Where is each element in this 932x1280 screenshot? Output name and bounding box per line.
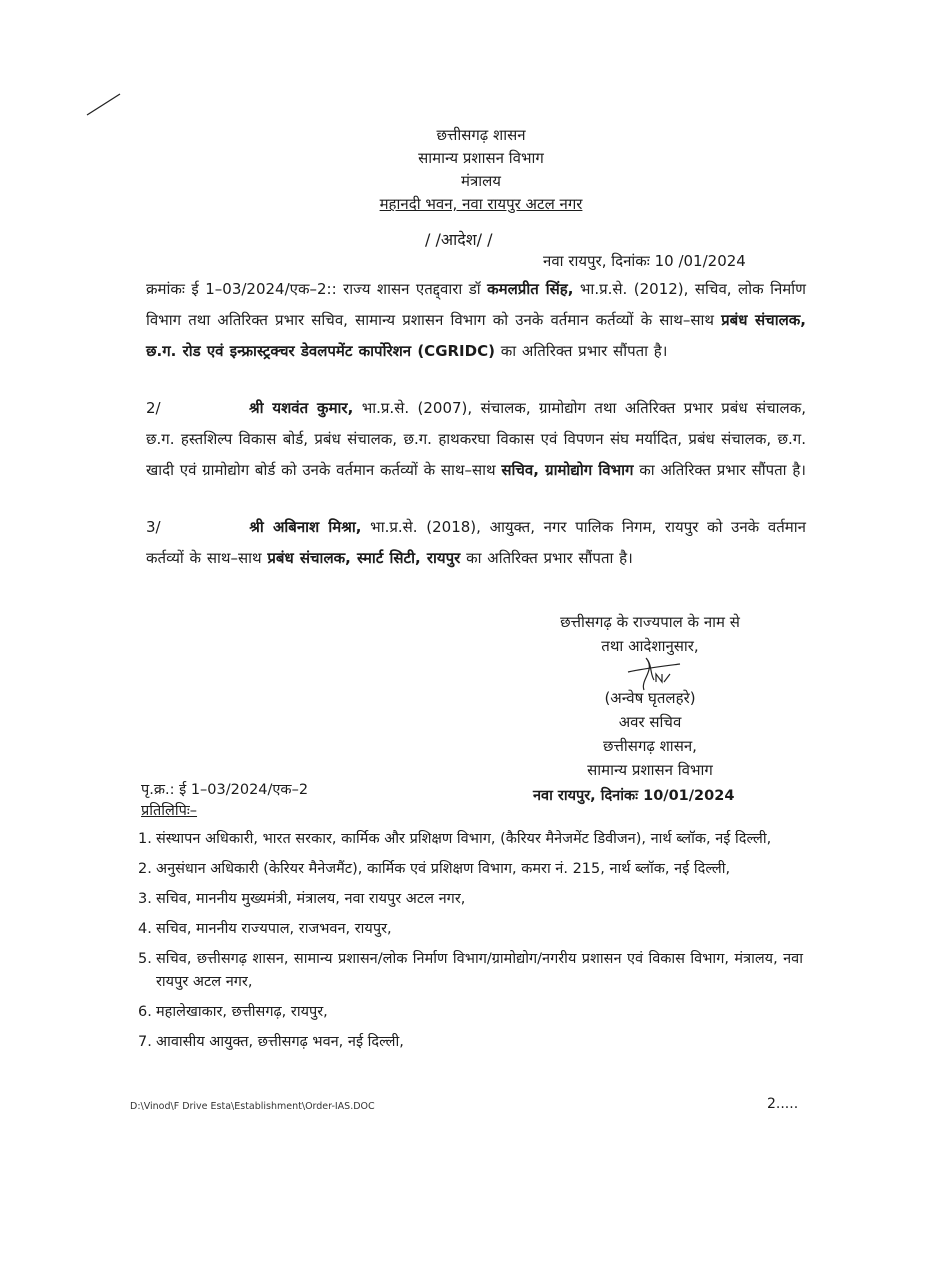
pen-mark-icon [84, 90, 124, 120]
p2-suffix: का अतिरिक्त प्रभार सौंपता है। [639, 461, 806, 479]
p2-post: सचिव, ग्रामोद्योग विभाग [501, 461, 634, 479]
signatory-org-2: सामान्य प्रशासन विभाग [587, 761, 713, 779]
p3-middle: भा.प्र.से. (2018), आयुक्त, नगर पालिक निगम, रायपुर को उनके वर्तमान कर्तव्यों के साथ–साथ [146, 518, 806, 567]
p3-name: श्री अबिनाश मिश्रा, [249, 518, 362, 536]
list-item: 2. अनुसंधान अधिकारी (केरियर मैनेजमैंट), कार्मिक एवं प्रशिक्षण विभाग, कमरा नं. 215, नार्थ ब्लॉक, नई दिल्ली, [138, 861, 731, 877]
p3-post: प्रबंध संचालक, स्मार्ट सिटी, रायपुर [267, 549, 461, 567]
p1-post: प्रबंध संचालक, छ.ग. रोड एवं इन्फ्रास्ट्रक्चर डेवलपमेंट कार्पोरेशन (CGRIDC) [146, 311, 806, 360]
signatory-name: (अन्वेष घृतलहरे) [604, 689, 696, 707]
copy-to-list [138, 828, 803, 1061]
p1-name: कमलप्रीत सिंह, [487, 280, 574, 298]
signature-authority: छत्तीसगढ़ के राज्यपाल के नाम से [560, 613, 740, 631]
list-item: 7. आवासीय आयुक्त, छत्तीसगढ़ भवन, नई दिल्ली, [138, 1034, 404, 1050]
p2-number: 2/ [146, 399, 161, 417]
header-govt: छत्तीसगढ़ शासन [436, 126, 526, 144]
page-number: 2..... [767, 1096, 799, 1112]
p1-prefix: क्रमांकः ई 1–03/2024/एक–2:: राज्य शासन एतद्द्वारा डॉ [146, 280, 481, 298]
endorsement-ref: पृ.क्र.: ई 1–03/2024/एक–2 [141, 782, 309, 798]
order-paragraph-1 [146, 274, 806, 367]
list-item: 1. संस्थापन अधिकारी, भारत सरकार, कार्मिक और प्रशिक्षण विभाग, (कैरियर मैनेजमेंट डिवीजन), नार्थ ब्लॉक, नई दिल्ली, [138, 831, 772, 847]
list-item: 5. सचिव, छत्तीसगढ़ शासन, सामान्य प्रशासन/लोक निर्माण विभाग/ग्रामोद्योग/नगरीय प्रशासन एवं विकास विभाग, मंत्रालय, नवा रायपुर अटल नगर, [138, 951, 803, 990]
order-paragraph-2 [146, 393, 806, 486]
header-ministry: मंत्रालय [460, 172, 501, 190]
footer-file-path: D:\Vinod\F Drive Esta\Establishment\Order-IAS.DOC [130, 1101, 375, 1112]
order-title: / /आदेश/ / [425, 230, 493, 249]
list-item: 6. महालेखाकार, छत्तीसगढ़, रायपुर, [138, 1004, 328, 1020]
list-item: 3. सचिव, माननीय मुख्यमंत्री, मंत्रालय, नवा रायपुर अटल नगर, [138, 891, 466, 907]
signatory-org-1: छत्तीसगढ़ शासन, [603, 737, 697, 755]
order-paragraph-3 [146, 512, 806, 574]
p2-middle: भा.प्र.से. (2007), संचालक, ग्रामोद्योग तथा अतिरिक्त प्रभार प्रबंध संचालक, छ.ग. हस्तशिल्प विकास बोर्ड, प्रबंध संचालक, छ.ग. हाथकरघा विकास एवं विपणन संघ मर्यादित, प्रबंध संचालक, छ.ग. खादी एवं ग्रामोद्योग बोर्ड को उनके वर्तमान कर्तव्यों के साथ–साथ [146, 399, 806, 479]
header-address [0, 193, 932, 215]
p1-suffix: का अतिरिक्त प्रभार सौंपता है। [500, 342, 668, 360]
signature-order-line: तथा आदेशानुसार, [601, 637, 699, 655]
p1-middle: भा.प्र.से. (2012), सचिव, लोक निर्माण विभाग तथा अतिरिक्त प्रभार सचिव, सामान्य प्रशासन विभाग को उनके वर्तमान कर्तव्यों के साथ–साथ [146, 280, 806, 329]
copy-to-label: प्रतिलिपिः– [141, 803, 198, 819]
header-department: सामान्य प्रशासन विभाग [418, 149, 544, 167]
p3-number: 3/ [146, 518, 161, 536]
signatory-designation: अवर सचिव [618, 713, 682, 731]
endorsement-date: नवा रायपुर, दिनांकः 10/01/2024 [533, 788, 735, 804]
list-item: 4. सचिव, माननीय राज्यपाल, राजभवन, रायपुर, [138, 921, 392, 937]
order-date: नवा रायपुर, दिनांकः 10 /01/2024 [543, 252, 746, 270]
p2-name: श्री यशवंत कुमार, [249, 399, 354, 417]
header-address-text: महानदी भवन, नवा रायपुर अटल नगर [379, 195, 583, 213]
p3-suffix: का अतिरिक्त प्रभार सौंपता है। [466, 549, 633, 567]
